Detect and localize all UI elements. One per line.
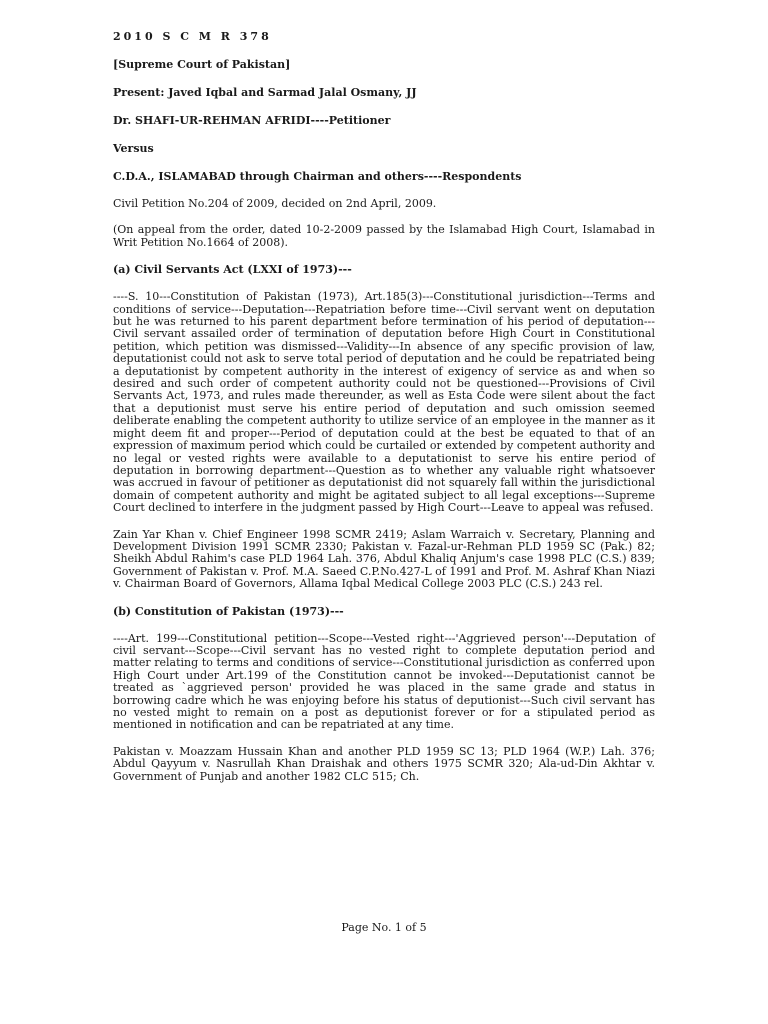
bench-present: Present: Javed Iqbal and Sarmad Jalal Osmany, JJ	[113, 86, 417, 99]
section-b-body: ----Art. 199---Constitutional petition---Scope---Vested right---'Aggrieved person'---Deputation of civil servant---Scope---Civil servant has no vested right to complete deputation period and matter relating to terms and conditions of service---Constitutional jurisdiction as conferred upon High Court under Art.199 of the Constitution cannot be invoked---Deputationist cannot be treated as `aggrieved person' provided he was placed in the same grade and status in borrowing cadre which he was enjoying before his status of deputionist---Such civil servant has no vested might to remain on a post as deputionist forever or for a stipulated period as mentioned in notification and can be repatriated at any time.	[113, 631, 655, 732]
court-name: [Supreme Court of Pakistan]	[113, 58, 291, 71]
citation: 2010 S C M R 378	[113, 30, 272, 43]
section-b-heading: (b) Constitution of Pakistan (1973)---	[113, 604, 344, 618]
section-a-body: ----S. 10---Constitution of Pakistan (1973), Art.185(3)---Constitutional jurisdiction---Terms and conditions of service---Deputation---Repatriation before time---Civil servant went on deputation but he was returned to his parent department before termination of his period of deputation---Civil servant assailed order of termination of deputation before High Court in Constitutional petition, which petition was dismissed---Validity---In absence of any specific provision of law, deputationist could not ask to serve total period of deputation and he could be repatriated being a deputationist by competent authority in the interest of exigency of service as and when so desired and such order of competent authority could not be questioned---Provisions of Civil Servants Act, 1973, and rules made thereunder, as well as Esta Code were silent about the fact that a deputionist must serve his entire period of deputation and such omission seemed deliberate enabling the competent authority to utilize service of an employee in the manner as it might deem fit and proper---Period of deputation could at the best be equated to that of an expression of maximum period which could be curtailed or extended by competent authority and no legal or vested rights were available to a deputationist to serve his entire period of deputation in borrowing department---Question as to whether any valuable right whatsoever was accrued in favour of petitioner as deputationist did not squarely fall within the jurisdictional domain of competent authority and might be agitated subject to all legal exceptions---Supreme Court declined to interfere in the judgment passed by High Court---Leave to appeal was refused.	[113, 290, 655, 515]
section-a-heading: (a) Civil Servants Act (LXXI of 1973)---	[113, 263, 352, 277]
page-number: Page No. 1 of 5	[341, 921, 427, 934]
appeal-info: (On appeal from the order, dated 10-2-2009 passed by the Islamabad High Court, Islamabad in Writ Petition No.1664 of 2008).	[113, 223, 655, 249]
respondents: C.D.A., ISLAMABAD through Chairman and others----Respondents	[113, 170, 522, 183]
section-a-cases: Zain Yar Khan v. Chief Engineer 1998 SCMR 2419; Aslam Warraich v. Secretary, Planning and Development Division 1991 SCMR 2330; Pakistan v. Fazal-ur-Rehman PLD 1959 SC (Pak.) 82; Sheikh Abdul Rahim's case PLD 1964 Lah. 376, Abdul Khaliq Anjum's case 1998 PLC (C.S.) 839; Government of Pakistan v. Prof. M.A. Saeed C.P.No.427-L of 1991 and Prof. M. Ashraf Khan Niazi v. Chairman Board of Governors, Allama Iqbal Medical College 2003 PLC (C.S.) 243 rel.	[113, 527, 655, 591]
section-b-cases: Pakistan v. Moazzam Hussain Khan and another PLD 1959 SC 13; PLD 1964 (W.P.) Lah. 376; Abdul Qayyum v. Nasrullah Khan Draishak and others 1975 SCMR 320; Ala-ud-Din Akhtar v. Government of Punjab and another 1982 CLC 515; Ch.	[113, 744, 655, 783]
document-page	[113, 30, 655, 783]
petition-info: Civil Petition No.204 of 2009, decided on 2nd April, 2009.	[113, 197, 437, 210]
petitioner: Dr. SHAFI-UR-REHMAN AFRIDI----Petitioner	[113, 114, 391, 127]
versus: Versus	[113, 142, 154, 155]
